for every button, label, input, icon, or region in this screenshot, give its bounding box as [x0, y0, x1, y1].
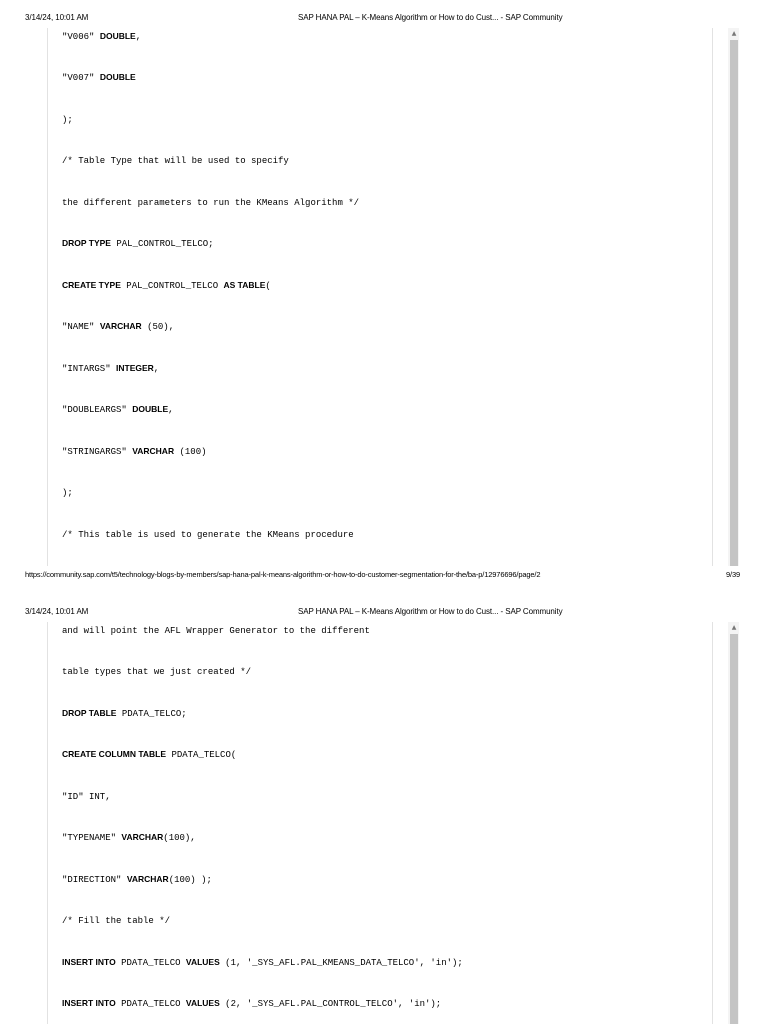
code-line: "INTARGS" INTEGER, — [62, 363, 160, 374]
code-line: CREATE COLUMN TABLE PDATA_TELCO( — [62, 749, 237, 760]
code-line: DROP TABLE PDATA_TELCO; — [62, 708, 187, 719]
code-comment: table types that we just created */ — [62, 667, 252, 677]
code-comment: the different parameters to run the KMeans Algorithm */ — [62, 198, 360, 208]
page1-title: SAP HANA PAL – K-Means Algorithm or How to do Cust... - SAP Community — [298, 13, 563, 22]
code-line: "STRINGARGS" VARCHAR (100) — [62, 446, 207, 457]
code-line: ); — [62, 488, 73, 498]
page2-title: SAP HANA PAL – K-Means Algorithm or How to do Cust... - SAP Community — [298, 607, 563, 616]
page1-datetime: 3/14/24, 10:01 AM — [25, 13, 89, 22]
code-comment: /* This table is used to generate the KMeans procedure — [62, 530, 354, 540]
page2-scrollbar-thumb[interactable] — [730, 634, 738, 1024]
code-comment: /* Table Type that will be used to specify — [62, 156, 289, 166]
code-line: "NAME" VARCHAR (50), — [62, 321, 175, 332]
code-line: "ID" INT, — [62, 792, 111, 802]
page1-url: https://community.sap.com/t5/technology-blogs-by-members/sap-hana-pal-k-means-algorithm-or-how-to-do-customer-segmentation-for-the/ba-p/12976696/page/2 — [25, 570, 541, 579]
code-line: "V007" DOUBLE — [62, 72, 136, 83]
code-line: INSERT INTO PDATA_TELCO VALUES (2, '_SYS_AFL.PAL_CONTROL_TELCO', 'in'); — [62, 998, 442, 1009]
code-comment: /* Fill the table */ — [62, 916, 171, 926]
page2-right-rule — [712, 622, 713, 1024]
code-line: DROP TYPE PAL_CONTROL_TELCO; — [62, 238, 214, 249]
page1-page-number: 9/39 — [726, 570, 740, 579]
code-line: "DOUBLEARGS" DOUBLE, — [62, 404, 174, 415]
scroll-up-arrow-icon[interactable]: ▲ — [731, 624, 737, 631]
code-line: ); — [62, 115, 73, 125]
page1-right-rule — [712, 28, 713, 566]
code-line: CREATE TYPE PAL_CONTROL_TELCO AS TABLE( — [62, 280, 271, 291]
code-line: INSERT INTO PDATA_TELCO VALUES (1, '_SYS_AFL.PAL_KMEANS_DATA_TELCO', 'in'); — [62, 957, 463, 968]
code-comment: and will point the AFL Wrapper Generator to the different — [62, 626, 370, 636]
code-line: "TYPENAME" VARCHAR(100), — [62, 832, 196, 843]
code-line: "DIRECTION" VARCHAR(100) ); — [62, 874, 212, 885]
scroll-up-arrow-icon[interactable]: ▲ — [731, 30, 737, 37]
page2-left-rule — [47, 622, 48, 1024]
code-line: "V006" DOUBLE, — [62, 31, 142, 42]
page1-left-rule — [47, 28, 48, 566]
page2-datetime: 3/14/24, 10:01 AM — [25, 607, 89, 616]
page1-scrollbar-thumb[interactable] — [730, 40, 738, 566]
